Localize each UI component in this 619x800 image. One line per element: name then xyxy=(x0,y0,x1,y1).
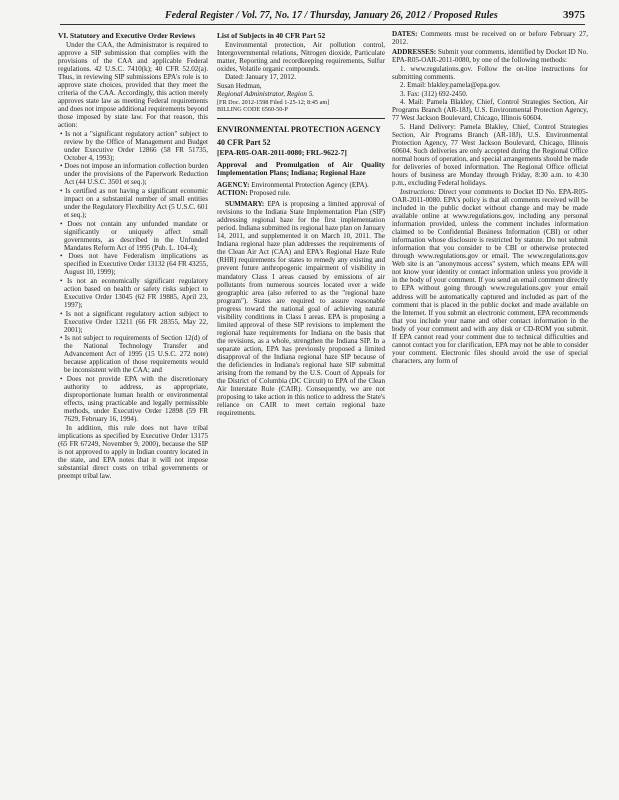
bullet-item: • Is not a significant regulatory action subject to Executive Order 13211 (66 FR 28355, May 22, 2001); xyxy=(60,309,208,334)
action-line: ACTION: Proposed rule. xyxy=(217,189,291,198)
agency-line: AGENCY: Environmental Protection Agency (EPA). xyxy=(217,180,369,189)
bullet-item: • Does not impose an information collection burden under the provisions of the Paperwork Reduction Act (44 U.S.C. 3501 et seq.); xyxy=(60,162,208,187)
fr-doc-line: [FR Doc. 2012-1598 Filed 1-25-12; 8:45 am] xyxy=(217,98,330,106)
intro-paragraph: Under the CAA, the Administrator is required to approve a SIP submission that complies with the provisions of the CAA and applicable Federal regulations. 42 U.S.C. 7410(k); 40 CFR 52.02(a). Thus, in reviewing SIP submissions EPA's role is to approve state choices, provided that they meet the criteria of the CAA. Accordingly, this action merely approves state law as meeting Federal requirements and does not impose additional requirements beyond those imposed by state law. For that reason, this action: xyxy=(58,40,208,130)
subjects-heading: List of Subjects in 40 CFR Part 52 xyxy=(217,31,326,40)
column-1 xyxy=(58,30,208,790)
closing-paragraph: In addition, this rule does not have tribal implications as specified by Executive Order 13175 (65 FR 67249, November 9, 2000), because the SIP is not approved to apply in Indian country located in the state, and EPA notes that it will not impose substantial direct costs on tribal governments or preempt tribal law. xyxy=(58,423,208,481)
bullet-item: • Does not provide EPA with the discretionary authority to address, as appropriate, disproportionate human health or environmental effects, using practicable and legally permissible methods, under Executive Order 12898 (59 FR 7629, February 16, 1994). xyxy=(60,374,208,424)
running-header xyxy=(60,8,585,25)
section-heading: VI. Statutory and Executive Order Reviews xyxy=(58,31,196,40)
addresses-paragraph: ADDRESSES: Submit your comments, identified by Docket ID No. EPA-R05-OAR-2011-0080, by one of the following methods: xyxy=(392,48,588,65)
page-number: 3975 xyxy=(563,9,585,21)
signer-title: Regional Administrator, Region 5. xyxy=(217,90,315,99)
method-item: 4. Mail: Pamela Blakley, Chief, Control Strategies Section, Air Programs Branch (AR-18J), U.S. Environmental Protection Agency, 77 West Jackson Boulevard, Chicago, Illinois 60604. xyxy=(392,98,588,123)
column-2 xyxy=(217,30,385,790)
method-item: 5. Hand Delivery: Pamela Blakley, Chief, Control Strategies Section, Air Programs Branch (AR-18J), U.S. Environmental Protection Agency, 77 West Jackson Boulevard, Chicago, Illinois 60604. Such deliveries are only accepted during the Regional Office normal hours of operation, and special arrangements should be made for deliveries of boxed information. The Regional Office official hours of business are Monday through Friday, 8:30 a.m. to 4:30 p.m., excluding Federal holidays. xyxy=(392,123,588,188)
bullet-item: • Is certified as not having a significant economic impact on a substantial number of small entities under the Regulatory Flexibility Act (5 U.S.C. 601 et seq.); xyxy=(60,186,208,220)
dated-line: Dated: January 17, 2012. xyxy=(225,73,297,82)
divider xyxy=(217,118,385,119)
column-3 xyxy=(392,30,588,790)
bullet-item: • Is not an economically significant regulatory action based on health or safety risks subject to Executive Order 13045 (62 FR 19885, April 23, 1997); xyxy=(60,276,208,310)
header-title: Federal Register / Vol. 77, No. 17 / Thursday, January 26, 2012 / Proposed Rules xyxy=(165,10,498,21)
bullet-item: • Is not a "significant regulatory action" subject to review by the Office of Management and Budget under Executive Order 12866 (58 FR 51735, October 4, 1993); xyxy=(60,129,208,162)
summary-paragraph: SUMMARY: EPA is proposing a limited approval of revisions to the Indiana State Implementation Plan (SIP) addressing regional haze for the first implementation period. Indiana submitted its regional haze plan on January 14, 2011, and supplemented it on March 10, 2011. The Indiana regional haze plan addresses the requirements of the Clean Air Act (CAA) and EPA's Regional Haze Rule (RHR) requirements for states to remedy any existing and prevent future anthropogenic impairment of visibility in mandatory Class I areas caused by emissions of air pollutants from numerous sources located over a wide geographic area (also referred to as the "regional haze program"). States are required to assure reasonable progress toward the national goal of achieving natural visibility conditions in Class I areas. EPA is proposing a limited approval of these SIP revisions to implement the regional haze requirements for Indiana on the basis that the revisions, as a whole, strengthen the Indiana SIP. In a separate action, EPA has previously proposed a limited disapproval of the Indiana regional haze SIP because of the deficiencies in Indiana's regional haze SIP submittal arising from the remand by the U.S. Court of Appeals for the District of Columbia (DC Circuit) to EPA of the Clean Air Interstate Rule (CAIR). Consequently, we are not proposing to take action in this notice to address the State's reliance on CAIR to meet certain regional haze requirements. xyxy=(217,200,385,418)
bullet-item: • Does not have Federalism implications as specified in Executive Order 13132 (64 FR 43255, August 10, 1999); xyxy=(60,252,208,277)
billing-code: BILLING CODE 6560-50-P xyxy=(217,106,288,114)
agency-heading: ENVIRONMENTAL PROTECTION AGENCY xyxy=(217,125,381,135)
rule-title: Approval and Promulgation of Air Quality Implementation Plans; Indiana; Regional Haze xyxy=(217,160,385,178)
bullet-item: • Does not contain any unfunded mandate or significantly or uniquely affect small governments, as described in the Unfunded Mandates Reform Act of 1995 (Pub. L. 104-4); xyxy=(60,219,208,252)
subjects-text: Environmental protection, Air pollution control, Intergovernmental relations, Nitrogen dioxide, Particulate matter, Reporting and recordkeeping requirements, Sulfur oxides, Volatile organic compounds. xyxy=(217,40,385,73)
instructions-paragraph: Instructions: Direct your comments to Docket ID No. EPA-R05-OAR-2011-0080. EPA's policy is that all comments received will be included in the public docket without change and may be made available online at www.regulations.gov, including any personal information provided, unless the comment includes information claimed to be Confidential Business Information (CBI) or other information whose disclosure is restricted by statute. Do not submit information that you consider to be CBI or otherwise protected through www.regulations.gov or email. The www.regulations.gov Web site is an "anonymous access" system, which means EPA will not know your identity or contact information unless you provide it in the body of your comment. If you send an email comment directly to EPA without going through www.regulations.gov your email address will be automatically captured and included as part of the comment that is placed in the public docket and made available on the Internet. If you submit an electronic comment, EPA recommends that you include your name and other contact information in the body of your comment and with any disk or CD-ROM you submit. If EPA cannot read your comment due to technical difficulties and cannot contact you for clarification, EPA may not be able to consider your comment. Electronic files should avoid the use of special characters, any form of xyxy=(392,187,588,365)
method-item: 2. Email: blakley.pamela@epa.gov. xyxy=(400,81,501,90)
signer-name: Susan Hedman, xyxy=(217,81,262,90)
cfr-part: 40 CFR Part 52 xyxy=(217,138,271,148)
docket-line: [EPA-R05-OAR-2011-0080; FRL-9622-7] xyxy=(217,148,347,158)
dates-paragraph: DATES: Comments must be received on or before February 27, 2012. xyxy=(392,30,588,47)
bullet-item: • Is not subject to requirements of Section 12(d) of the National Technology Transfer and Advancement Act of 1995 (15 U.S.C. 272 note) because application of those requirements would be inconsistent with the CAA; and xyxy=(60,334,208,375)
method-item: 3. Fax: (312) 692-2450. xyxy=(400,89,468,98)
method-item: 1. www.regulations.gov. Follow the on-line instructions for submitting comments. xyxy=(392,64,588,81)
